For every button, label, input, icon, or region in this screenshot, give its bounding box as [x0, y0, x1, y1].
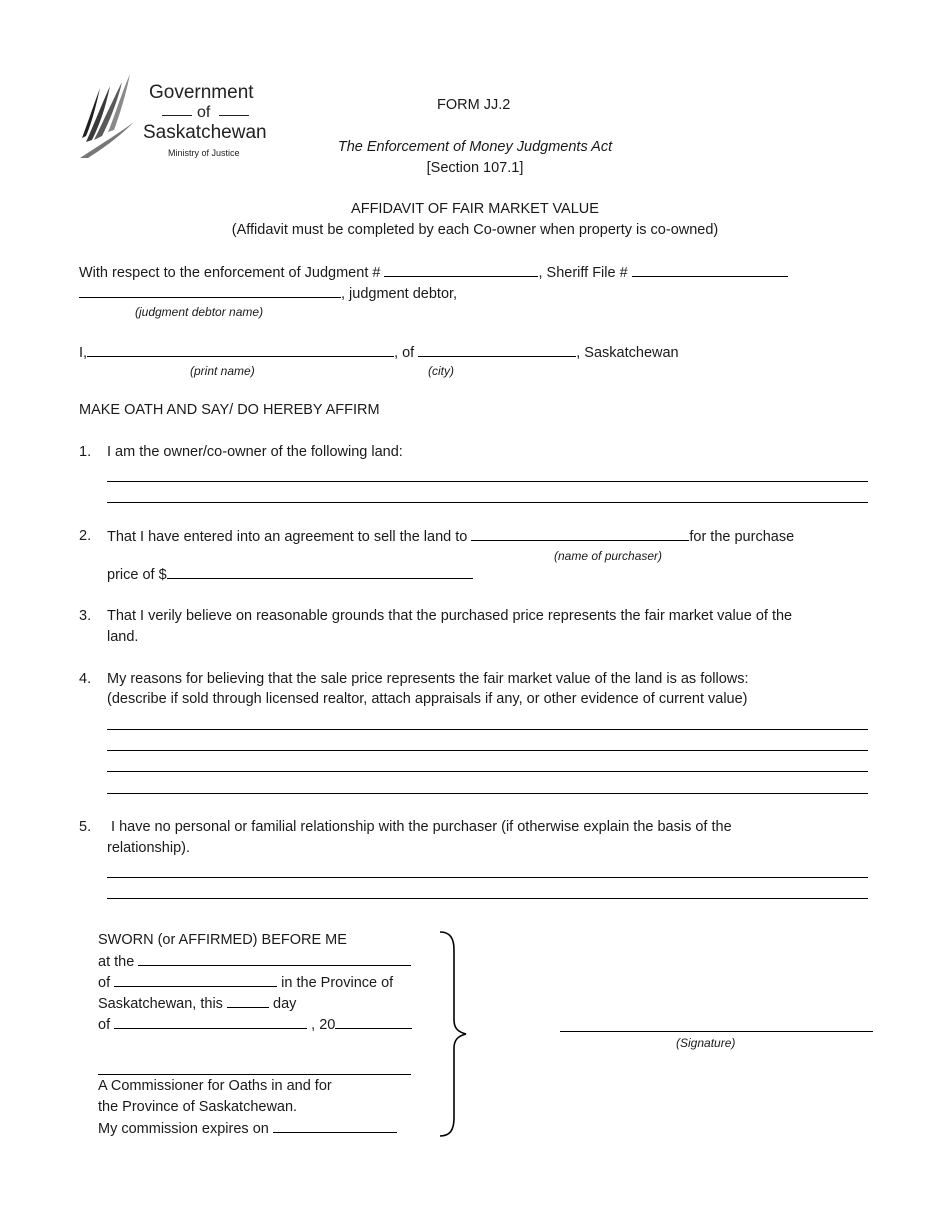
commissioner-text-2: the Province of Saskatchewan. — [98, 1099, 298, 1115]
oath-heading: MAKE OATH AND SAY/ DO HEREBY AFFIRM — [79, 402, 380, 418]
section-ref: [Section 107.1] — [426, 160, 524, 176]
deponent-signature-line[interactable] — [560, 1031, 873, 1032]
expiry-label: My commission expires on — [98, 1121, 269, 1137]
province-label: , Saskatchewan — [576, 345, 679, 361]
in-province-label: in the Province of — [281, 975, 394, 991]
logo-rule-right — [219, 115, 249, 116]
relationship-line-1[interactable] — [107, 877, 868, 878]
item-5-text-line-1: I have no personal or familial relationship with the purchaser (if otherwise explain the basis of the — [107, 819, 732, 835]
place-field[interactable] — [138, 951, 411, 966]
saskatchewan-this-label: Saskatchewan, this — [98, 996, 223, 1012]
year-field[interactable] — [335, 1014, 412, 1029]
logo-line-ministry: Ministry of Justice — [168, 148, 240, 158]
jurat-month-line — [98, 1014, 412, 1036]
city-field[interactable] — [418, 342, 576, 357]
sheriff-file-field[interactable] — [632, 262, 788, 277]
land-description-line-2[interactable] — [107, 502, 868, 503]
judgment-line — [79, 262, 788, 284]
judgment-number-field[interactable] — [384, 262, 538, 277]
logo-rule-left — [162, 115, 192, 116]
item-3-text-line-1: That I verily believe on reasonable grounds that the purchased price represents the fair market value of the — [107, 608, 793, 624]
commissioner-signature-line[interactable] — [98, 1074, 411, 1075]
item-2-number: 2. — [79, 528, 92, 544]
reasons-line-1[interactable] — [107, 729, 868, 730]
deponent-line — [79, 342, 679, 364]
logo-line-government: Government — [149, 82, 254, 103]
at-the-label: at the — [98, 954, 135, 970]
judgment-label: With respect to the enforcement of Judgment # — [79, 265, 381, 281]
reasons-line-4[interactable] — [107, 793, 868, 794]
reasons-line-2[interactable] — [107, 750, 868, 751]
print-name-caption: (print name) — [190, 364, 255, 378]
commissioner-text-1: A Commissioner for Oaths in and for — [98, 1078, 332, 1094]
land-description-line-1[interactable] — [107, 481, 868, 482]
debtor-line — [79, 283, 457, 305]
sheriff-file-label: , Sheriff File # — [538, 265, 628, 281]
of-place-label: of — [98, 975, 111, 991]
document-subtitle: (Affidavit must be completed by each Co-owner when property is co-owned) — [231, 222, 719, 238]
purchaser-name-field[interactable] — [471, 526, 689, 541]
relationship-line-2[interactable] — [107, 898, 868, 899]
item-1-text: I am the owner/co-owner of the following land: — [107, 444, 403, 460]
jurat-of-line — [98, 972, 393, 994]
reasons-line-3[interactable] — [107, 771, 868, 772]
item-2-line — [107, 526, 794, 548]
item-3-number: 3. — [79, 608, 92, 624]
judgment-debtor-caption: (judgment debtor name) — [135, 305, 264, 319]
price-line — [107, 564, 473, 586]
day-label: day — [273, 996, 297, 1012]
form-number: FORM JJ.2 — [437, 97, 511, 113]
item-2-text: That I have entered into an agreement to sell the land to — [107, 529, 468, 545]
expiry-field[interactable] — [273, 1118, 397, 1133]
item-5-number: 5. — [79, 819, 92, 835]
judgment-debtor-field[interactable] — [79, 283, 341, 298]
act-title: The Enforcement of Money Judgments Act — [337, 139, 613, 155]
print-name-field[interactable] — [87, 342, 394, 357]
day-field[interactable] — [227, 993, 269, 1008]
expiry-line — [98, 1118, 397, 1140]
of-month-label: of — [98, 1017, 111, 1033]
purchase-price-field[interactable] — [167, 564, 473, 579]
municipality-field[interactable] — [114, 972, 277, 987]
item-2-suffix: for the purchase — [689, 529, 795, 545]
year-prefix: , 20 — [311, 1017, 336, 1033]
item-1-number: 1. — [79, 444, 92, 460]
signature-caption: (Signature) — [676, 1036, 736, 1050]
curly-brace — [436, 928, 470, 1140]
item-4-text-line-2: (describe if sold through licensed realtor, attach appraisals if any, or other evidence of current value) — [107, 691, 748, 707]
item-4-number: 4. — [79, 671, 92, 687]
city-caption: (city) — [428, 364, 454, 378]
price-label: price of $ — [107, 567, 167, 583]
document-title: AFFIDAVIT OF FAIR MARKET VALUE — [351, 201, 599, 217]
jurat-day-line — [98, 993, 296, 1015]
judgment-debtor-label: , judgment debtor, — [341, 286, 458, 302]
logo-line-saskatchewan: Saskatchewan — [143, 122, 267, 143]
item-3-text-line-2: land. — [107, 629, 139, 645]
logo-line-of: of — [197, 104, 211, 121]
of-label: , of — [394, 345, 415, 361]
jurat-at-line — [98, 951, 411, 973]
month-field[interactable] — [114, 1014, 307, 1029]
sworn-heading: SWORN (or AFFIRMED) BEFORE ME — [98, 932, 347, 948]
i-label: I, — [79, 345, 88, 361]
purchaser-caption: (name of purchaser) — [554, 549, 663, 563]
item-4-text-line-1: My reasons for believing that the sale price represents the fair market value of the land is as follows: — [107, 671, 749, 687]
item-5-text-line-2: relationship). — [107, 840, 191, 856]
